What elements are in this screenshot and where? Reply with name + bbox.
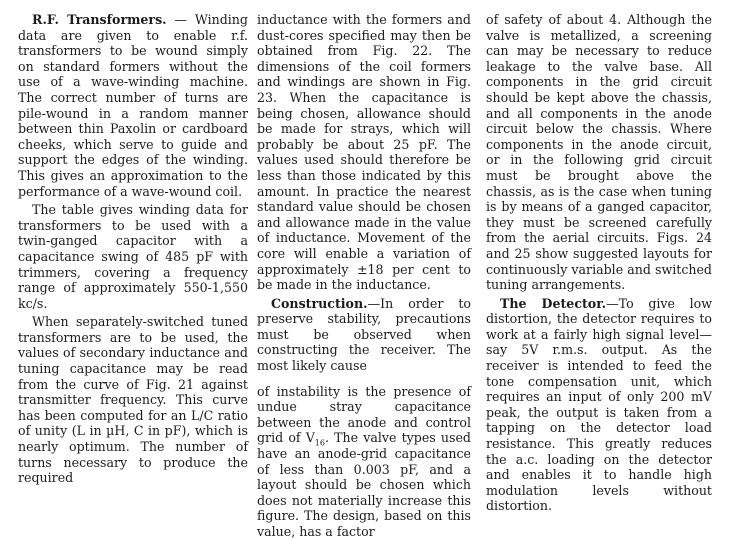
section-heading-detector: The Detector. <box>500 295 607 311</box>
heading-dash: — <box>166 12 195 27</box>
paragraph-text: To give low distortion, the detector requires to work at a fairly high signal level—say 5V r.m.s. output. As the receiver is intended to feed the tone compensation unit, which requires an input of only 200 mV peak, the output is taken from a tapping on the detector load resistance. This greatly reduces the a.c. loading on the detector and enables it to handle high modulation levels without distortion. <box>486 295 712 514</box>
paragraph-text: of safety of about 4. Although the valve is metallized, a screening can may be necessary to reduce leakage to the valve base. All components in the grid circuit should be kept above the chassis, and all components in the anode circuit below the chassis. Where components in the anode circuit, or in the following grid circuit must be brought above the chassis, as is the case when tuning is by means of a ganged capacitor, they must be screened carefully from the aerial circuits. Figs. 24 and 25 show suggested layouts for continuously variable and switched tuning arrangements. <box>486 12 712 293</box>
paragraph <box>18 202 248 311</box>
heading-dash: — <box>367 295 381 311</box>
paragraph-text: Winding data are given to enable r.f. transformers to be wound simply on standard formers without the use of a wave-winding machine. The correct number of turns are pile-wound in a random manner between thin Paxolin or cardboard cheeks, which serve to guide and support the edges of the winding. This gives an approximation to the performance of a wave-wound coil. <box>18 12 248 199</box>
paragraph-text: of instability is the presence of undue stray capacitance between the anode and control grid of V <box>257 383 471 446</box>
paragraph-text: In order to preserve stability, precautions must be observed when constructing the receiver. The most likely cause <box>257 295 471 374</box>
paragraph <box>486 296 712 514</box>
paragraph <box>257 384 471 540</box>
paragraph-text: inductance with the formers and dust-cores specified may then be obtained from Fig. 22. The dimensions of the coil formers and windings are shown in Fig. 23. When the capacitance is being chosen, allowance should be made for strays, which will probably be about 25 pF. The values used should therefore be less than those indicated by this amount. In practice the nearest standard value should be chosen and allowance made in the value of inductance. Movement of the core will enable a variation of approximately ±18 per cent to be made in the inductance. <box>257 12 471 293</box>
paragraph <box>257 12 471 293</box>
text-column-3 <box>486 12 712 514</box>
paragraph <box>18 314 248 486</box>
valve-subscript: 16 <box>314 438 325 448</box>
section-heading-construction: Construction. <box>271 295 368 311</box>
column-gap <box>257 374 471 384</box>
paragraph <box>18 12 248 199</box>
paragraph-text: The table gives winding data for transformers to be used with a twin-ganged capacitor with a capacitance swing of 485 pF with trimmers, covering a frequency range of approximately 550-1,550 kc/s. <box>18 202 248 311</box>
heading-dash: — <box>606 295 619 311</box>
text-column-1 <box>18 12 248 486</box>
paragraph <box>486 12 712 293</box>
paragraph-text: When separately-switched tuned transformers are to be used, the values of secondary inductance and tuning capacitance may be read from the curve of Fig. 21 against transmitter frequency. This curve has been computed for an L/C ratio of unity (L in µH, C in pF), which is nearly optimum. The number of turns necessary to produce the required <box>18 314 248 486</box>
paragraph-text: . The valve types used have an anode-grid capacitance of less than 0.003 pF, and a layout should be chosen which does not materially increase this figure. The design, based on this value, has a factor <box>257 430 471 539</box>
text-column-2 <box>257 12 471 540</box>
section-heading-rf-transformers: R.F. Transformers. <box>32 12 167 27</box>
paragraph <box>257 296 471 374</box>
